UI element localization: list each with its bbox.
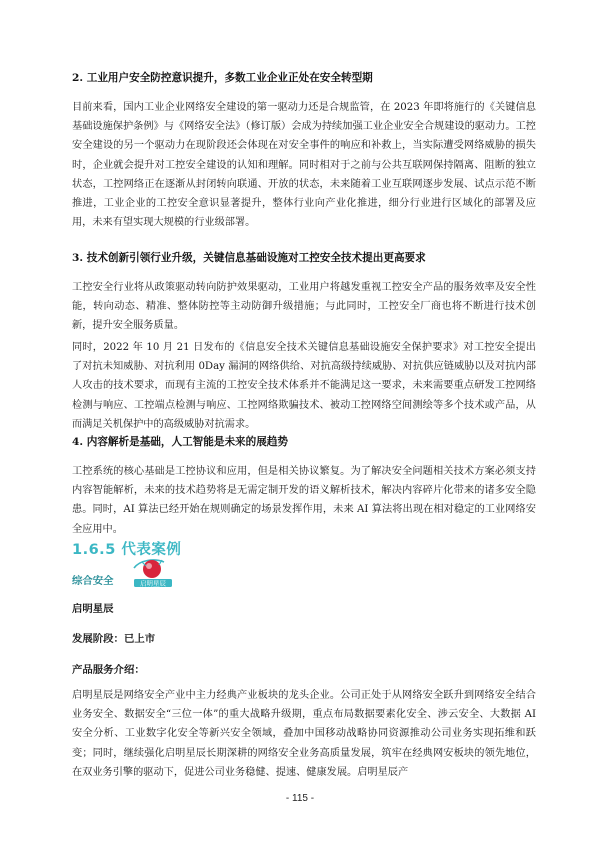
page-number: - 115 - — [285, 793, 315, 804]
section-heading-2: 2. 工业用户安全防控意识提升，多数工业企业正处在安全转型期 — [72, 72, 373, 84]
company-logo-icon — [130, 556, 176, 588]
section-heading-4: 4. 内容解析是基础，人工智能是未来的展趋势 — [72, 436, 289, 448]
paragraph-section-3a: 工控安全行业将从政策驱动转向防护效果驱动，工业用户将越发重视工控安全产品的服务效率及安全性能，转向动态、精准、整体防控等主动防御升级措施；与此同时，工控安全厂商也将不断进行技术创新，提升安全服务质量。 — [72, 282, 536, 332]
section-heading-3: 3. 技术创新引领行业升级，关键信息基础设施对工控安全技术提出更高要求 — [72, 252, 426, 264]
company-logo — [130, 556, 176, 588]
category-tag: 综合安全 — [72, 575, 114, 587]
logo-text: 启明星辰 — [140, 579, 166, 588]
case-section-title: 1.6.5 代表案例 — [72, 542, 182, 558]
company-name: 启明星辰 — [72, 603, 114, 615]
paragraph-section-3b: 同时，2022 年 10 月 21 日发布的《信息安全技术关键信息基础设施安全保护要求》对工控安全提出了对抗未知威胁、对抗利用 0Day 漏洞的网络供给、对抗高级持续威胁、对抗供应链威胁以及对抗内部人攻击的技术要求，而现有主流的工控安全技术体系并不能满足这一要求，未来需要重点研发工控网络检测与响应、工控端点检测与响应、工控网络欺骗技术、被动工控网络空间测绘等多个技术或产品，从而满足关机保护中的高级威胁对抗需求。 — [72, 342, 536, 430]
development-stage: 发展阶段：已上市 — [72, 633, 156, 645]
paragraph-section-4: 工控系统的核心基础是工控协议和应用，但是相关协议繁复。为了解决安全问题相关技术方案必须支持内容智能解析，未来的技术趋势将是无需定制开发的语义解析技术，解决内容碎片化带来的诸多安全隐患。同时，AI 算法已经开始在规则确定的场景发挥作用，未来 AI 算法将出现在相对稳定的工业网络安全应用中。 — [72, 466, 536, 535]
product-intro-label: 产品服务介绍： — [72, 664, 145, 676]
paragraph-section-2: 目前来看，国内工业企业网络安全建设的第一驱动力还是合规监管，在 2023 年即将施行的《关键信息基础设施保护条例》与《网络安全法》（修订版）会成为持续加强工业企业安全合规建设的驱动力。工控安全建设的另一个驱动力在现阶段还会体现在对安全事件的响应和补救上，当实际遭受网络威胁的损失时，企业就会提升对工控安全建设的认知和理解。同时相对于之前与公共互联网保持隔离、阻断的独立状态，工控网络正在逐渐从封闭转向联通、开放的状态，未来随着工业互联网逐步发展、试点示范不断推进，工业企业的工控安全意识显著提升，整体行业向产业化推进，细分行业进行区域化的部署及应用，未来有望实现大规模的行业级部署。 — [72, 102, 536, 229]
product-intro-paragraph: 启明星辰是网络安全产业中主力经典产业板块的龙头企业。公司正处于从网络安全跃升到网络安全结合业务安全、数据安全“三位一体”的重大战略升级期，重点布局数据要素化安全、涉云安全、大数据 AI 安全分析、工业数字化安全等新兴安全领域，叠加中国移动战略协同资源推动公司业务实现拓维和跃变；同时，继续强化启明星辰长期深耕的网络安全业务高质量发展，筑牢在经典网安板块的领先地位，在双业务引擎的驱动下，促进公司业务稳健、提速、健康发展。启明星辰产 — [72, 690, 536, 778]
